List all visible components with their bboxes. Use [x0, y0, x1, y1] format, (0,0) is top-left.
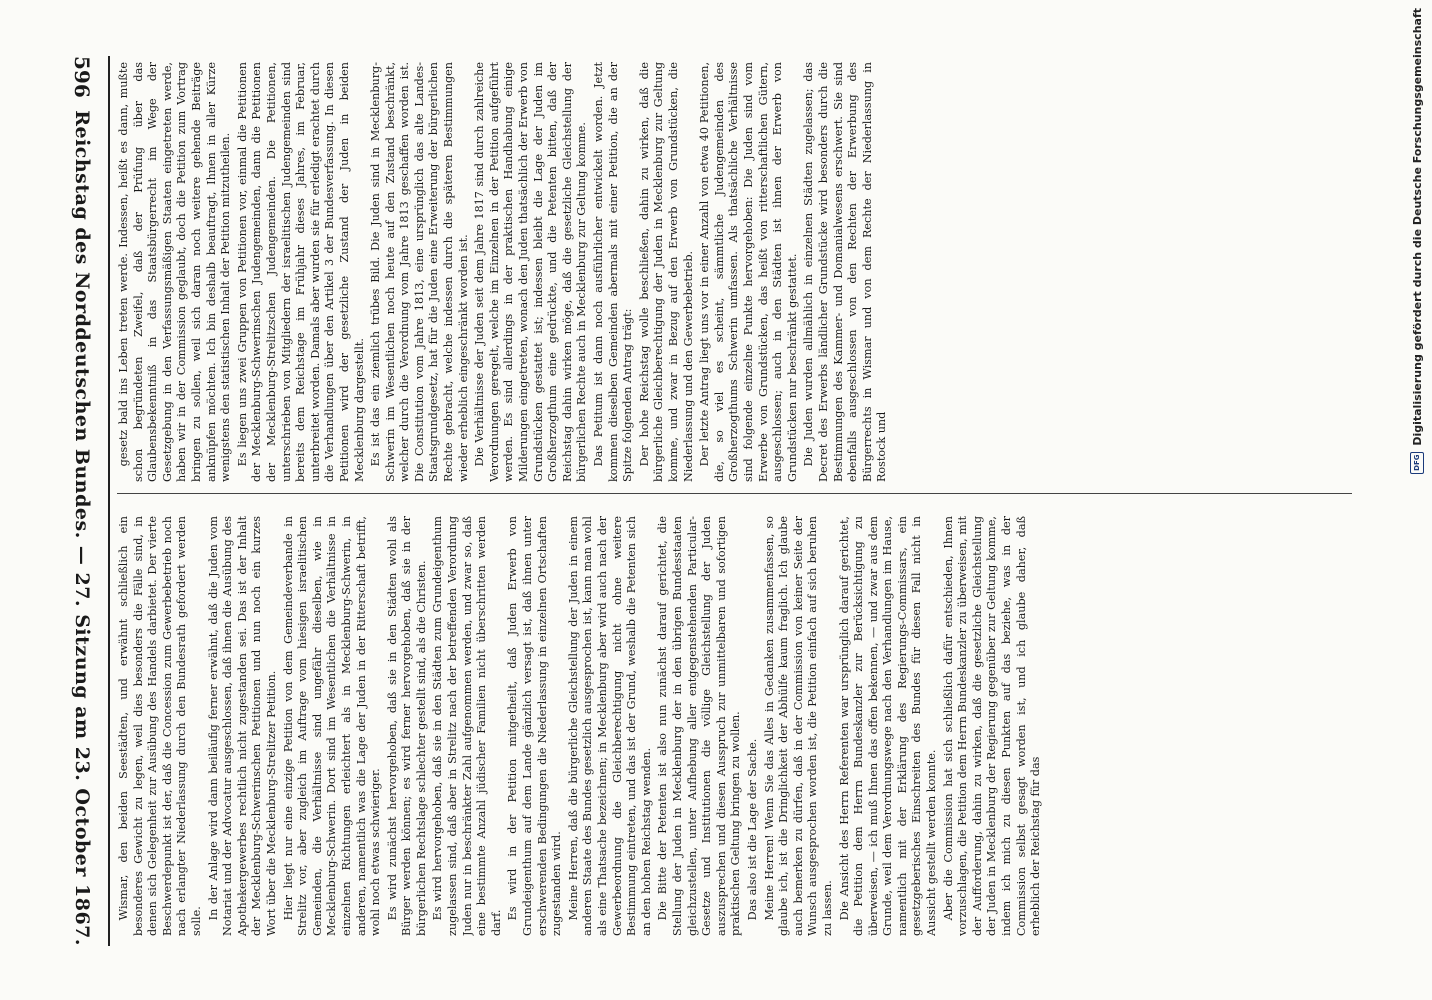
dfg-logo: DFG — [1410, 452, 1424, 474]
paragraph: Es ist das ein ziemlich trübes Bild. Die Juden sind in Mecklenburg-Schwerin im Wesentlichen noch heute auf den Zustand beschränkt, welcher durch die Verordnung vom Jahre 1813 geschaffen worden ist. Die Constitution vom Jahre 1813, eine ursprünglich das alte Landes-Staatsgrundgesetz, hat für die Juden eine Erweiterung der bürgerlichen Rechte gebracht, welche indessen durch die späteren Bestimmungen wieder erheblich eingeschränkt worden ist. — [369, 62, 470, 482]
paragraph: Der hohe Reichstag wolle beschließen, dahin zu wirken, daß die bürgerliche Gleichberechtigung der Juden in Mecklenburg zur Geltung komme, und zwar in Bezug auf den Erwerb von Grundstücken, die Niederlassung und den Gewerbebetrieb. — [637, 62, 695, 482]
paragraph: Meine Herren, daß die bürgerliche Gleichstellung der Juden in einem anderen Staate des Bundes gesetzlich ausgesprochen ist, kann man wohl als eine Thatsache bezeichnen; in Mecklenburg aber wird auch nach der Gewerbeordnung die Gleichberechtigung nicht ohne weitere Bestimmung eintreten, und das ist der Grund, weshalb die Petenten sich an den hohen Reichstag wenden. — [566, 516, 653, 936]
paragraph: Es liegen uns zwei Gruppen von Petitionen vor, einmal die Petitionen der Mecklenburg-Schwerinschen Judengemeinden, dann die Petitionen der Mecklenburg-Strelitzschen Judengemeinden. Die Petitionen, unterschrieben von Mitgliedern der israelitischen Judengemeinden sind bereits dem Reichstage im Frühjahr dieses Jahres, im Februar, unterbreitet worden. Damals aber wurden sie für erledigt erachtet durch die Verhandlungen über den Artikel 3 der Bundesverfassung. In diesen Petitionen wird der gesetzliche Zustand der Juden in beiden Mecklenburg dargestellt. — [235, 62, 366, 482]
paragraph: Die Juden wurden allmählich in einzelnen Städten zugelassen; das Decret des Erwerbs ländlicher Grundstücke wird besonders durch die Bestimmungen des Kammer- und Domanialwesens erschwert. Sie sind ebenfalls ausgeschlossen von den Rechten der Erwerbung des Bürgerrechts in Wismar und von dem Rechte der Niederlassung in Rostock und — [802, 62, 889, 482]
paragraph: Es wird zunächst hervorgehoben, daß sie in den Städten wohl als Bürger werden können; es wird ferner hervorgehoben, daß sie in der bürgerlichen Rechtslage schlechter gestellt sind, als die Christen. — [385, 516, 428, 936]
paragraph: Das also ist die Lage der Sache. — [745, 738, 759, 921]
paragraph: Hier liegt nur eine einzige Petition von dem Gemeindeverbande in Strelitz vor, aber zugleich im Auftrage vom hiesigen israelitischen Gemeinden, die Verhältnisse sind ungefähr dieselben, wie in Mecklenburg-Schwerin. Dort sind im Wesentlichen die Verhältnisse in einzelnen Richtungen erleichtert als in Mecklenburg-Schwerin, in anderen, namentlich was die Lage der Juden in der Ritterschaft betrifft, wohl noch etwas schwieriger. — [281, 516, 383, 936]
paragraph: Das Petitum ist dann noch ausführlicher entwickelt worden. Jetzt kommen dieselben Gemeinden abermals mit einer Petition, die an der Spitze folgenden Antrag trägt: — [592, 62, 635, 482]
text-column-left — [117, 62, 1352, 482]
column-divider — [117, 493, 1352, 494]
paragraph: Meine Herren! Wenn Sie das Alles in Gedanken zusammenfassen, so glaube ich, ist die Dringlichkeit der Abhülfe kaum fraglich. Ich glaube auch bemerken zu dürfen, daß in der Commission von keiner Seite der Wunsch ausgesprochen worden ist, die Petition einfach auf sich beruhen zu lassen. — [762, 516, 834, 936]
paragraph: In der Anlage wird dann beiläufig ferner erwähnt, daß die Juden vom Notariat und der Advocatur ausgeschlossen, daß ihnen die Ausübung des Apothekergewerbes rechtlich nicht zugestanden sei. Das ist der Inhalt der Mecklenburg-Schwerinschen Petitionen und nun noch ein kurzes Wort über die Mecklenburg-Strelitzer Petition. — [206, 516, 278, 936]
digitization-credit — [1408, 8, 1426, 988]
header-rule — [108, 56, 110, 946]
page-title: Reichstag des Norddeutschen Bundes. — 27. Sitzung am 23. October 1867. — [71, 110, 93, 946]
paragraph: Die Ansicht des Herrn Referenten war ursprünglich darauf gerichtet, die Petition dem Herrn Bundeskanzler zur Berücksichtigung zu überweisen, — ich muß Ihnen das offen bekennen, — und zwar aus dem Grunde, weil dem Verordnungswege nach den Verhandlungen im Hause, namentlich mit der Erklärung des Regierungs-Commissars, ein gesetzgeberisches Einschreiten des Bundes für diesen Fall nicht in Aussicht gestellt werden konnte. — [837, 516, 939, 936]
paragraph: Der letzte Antrag liegt uns vor in einer Anzahl von etwa 40 Petitionen, die, so viel es scheint, sämmtliche Judengemeinden des Großherzogthums Schwerin umfassen. Als thatsächliche Verhältnisse sind folgende einzelne Punkte hervorgehoben: Die Juden sind vom Erwerbe von Grundstücken, das heißt von ritterschaftlichen Gütern, ausgeschlossen; auch in den Städten ist ihnen der Erwerb von Grundstücken nur beschränkt gestattet. — [698, 62, 799, 482]
paragraph: Wismar, den beiden Seestädten, und erwähnt schließlich ein besonderes Gewicht zu legen, weil dies besonders die Fälle sind, in denen sich Gelegenheit zur Ausübung des Handels darbietet. Der vierte Beschwerdepunkt ist der, daß die Concession zum Gewerbebetrieb noch nach erlangter Niederlassung durch den Bundesrath gefordert werden solle. — [117, 516, 203, 936]
page-number: 596 — [70, 56, 94, 98]
page-header — [62, 56, 102, 946]
paragraph: Aber die Commission hat sich schließlich dafür entschieden, Ihnen vorzuschlagen, die Petition dem Herrn Bundeskanzler zu überweisen, mit der Aufforderung, dahin zu wirken, daß die gesetzliche Gleichstellung der Juden in Mecklenburg der Regierung gegenüber zur Geltung komme, indem ich mich zu diesen Punkten auf das beziehe, was in der Commission selbst gesagt worden ist, und ich glaube daher, daß erheblich der Reichstag für das — [941, 516, 1043, 936]
paragraph: Die Verhältnisse der Juden seit dem Jahre 1817 sind durch zahlreiche Verordnungen geregelt, welche im Einzelnen in der Petition aufgeführt werden. Es sind allerdings in der praktischen Handhabung einige Milderungen eingetreten, wonach den Juden thatsächlich der Erwerb von Grundstücken gestattet ist; indessen bleibt die Lage der Juden im Großherzogthum eine gedrückte, und die Petenten bitten, daß der Reichstag dahin wirken möge, daß die gesetzliche Gleichstellung der bürgerlichen Rechte auch in Mecklenburg zur Geltung komme. — [473, 62, 589, 482]
paragraph: gesetz bald ins Leben treten werde. Indessen, heißt es dann, mußte schon begründeten Zweifel, daß der Prüfung über das Glaubensbekenntniß in das Staatsbürgerrecht im Wege der Gesetzgebung in den Verfassungsmäßigen Staaten eingetreten werde, haben wir in der Commission geglaubt, doch die Petition zum Vortrag bringen zu sollen, weil sich daran noch weitere gehende Beiträge anknüpfen möchten. Ich bin deshalb beauftragt, Ihnen in aller Kürze wenigstens den statistischen Inhalt der Petition mitzutheilen. — [117, 62, 233, 482]
paragraph: Es wird hervorgehoben, daß sie in den Städten zum Grundeigenthum zugelassen sind, daß aber in Strelitz nach der betreffenden Verordnung Juden nur in beschränkter Zahl aufgenommen werden, und zwar so, daß eine bestimmte Anzahl jüdischer Familien nicht überschritten werden darf. — [431, 516, 503, 936]
paragraph: Es wird in der Petition mitgetheilt, daß Juden Erwerb von Grundeigenthum auf dem Lande gänzlich versagt ist, daß ihnen unter erschwerenden Bedingungen die Niederlassung in einzelnen Ortschaften zugestanden wird. — [506, 516, 564, 936]
credit-text: Digitalisierung gefördert durch die Deutsche Forschungsgemeinschaft — [1410, 8, 1424, 446]
paragraph: Die Bitte der Petenten ist also nun zunächst darauf gerichtet, die Stellung der Juden in Mecklenburg der in den übrigen Bundesstaaten gleichzustellen, unter Aufhebung aller entgegenstehenden Particular-Gesetze und Institutionen die völlige Gleichstellung der Juden auszusprechen und diesen Ausspruch zur unmittelbaren und sofortigen praktischen Geltung bringen zu wollen. — [656, 516, 743, 936]
text-column-right — [117, 516, 1352, 936]
